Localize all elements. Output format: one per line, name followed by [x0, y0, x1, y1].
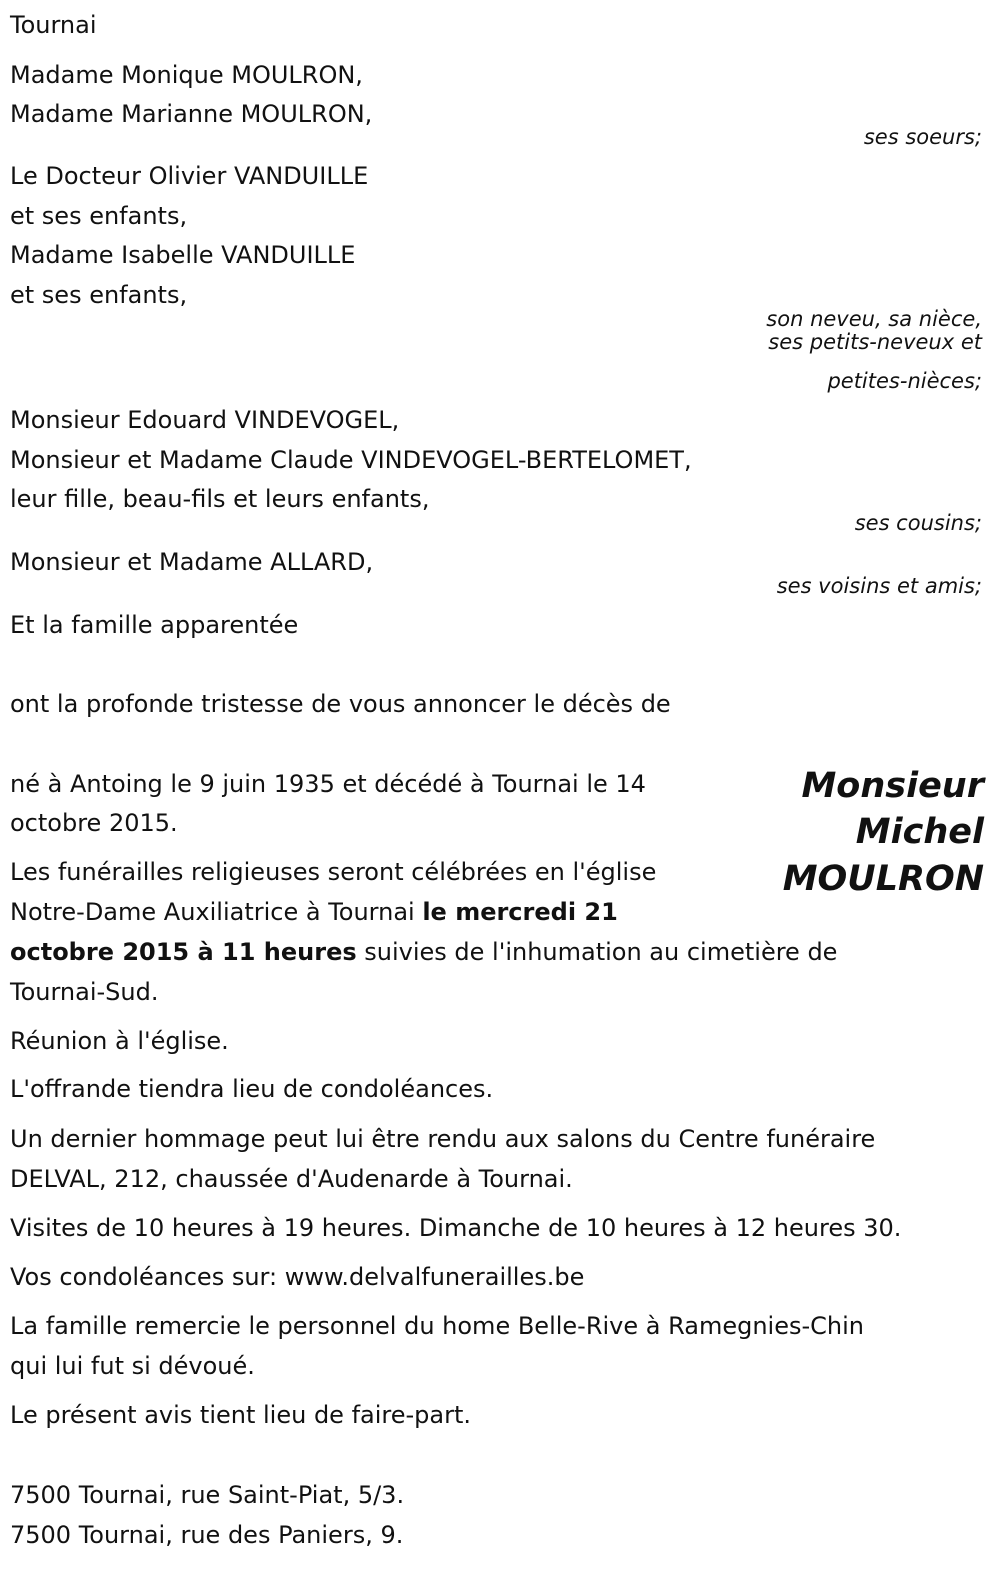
cousins-role: ses cousins; — [854, 511, 982, 535]
thanks-line-1: La famille remercie le personnel du home Belle-Rive à Ramegnies-Chin — [10, 1312, 864, 1340]
funeral-location: Notre-Dame Auxiliatrice à Tournai — [10, 898, 423, 926]
neighbours: Monsieur et Madame ALLARD, — [10, 548, 374, 576]
funeral-line-4: Tournai-Sud. — [10, 978, 159, 1006]
cousin-line-1: Monsieur Edouard VINDEVOGEL, — [10, 406, 400, 434]
nephews-role-2: ses petits-neveux et — [768, 330, 982, 354]
cousin-line-3: leur fille, beau-fils et leurs enfants, — [10, 485, 430, 513]
notice: Le présent avis tient lieu de faire-part. — [10, 1401, 472, 1429]
funeral-date: le mercredi 21 — [422, 898, 618, 926]
birth-line-2: octobre 2015. — [10, 809, 178, 837]
city: Tournai — [10, 11, 97, 39]
address-2: 7500 Tournai, rue des Paniers, 9. — [10, 1521, 404, 1549]
thanks-line-2: qui lui fut si dévoué. — [10, 1352, 255, 1380]
nephews-role-1: son neveu, sa nièce, — [766, 307, 982, 331]
funeral-line-1: Les funérailles religieuses seront célébrées en l'église — [10, 858, 657, 886]
meeting: Réunion à l'église. — [10, 1027, 229, 1055]
offering: L'offrande tiendra lieu de condoléances. — [10, 1075, 494, 1103]
nephew-line-2: et ses enfants, — [10, 202, 188, 230]
birth-line-1: né à Antoing le 9 juin 1935 et décédé à Tournai le 14 — [10, 770, 646, 798]
homage-line-1: Un dernier hommage peut lui être rendu aux salons du Centre funéraire — [10, 1125, 876, 1153]
sister-2: Madame Marianne MOULRON, — [10, 100, 373, 128]
neighbours-role: ses voisins et amis; — [776, 574, 982, 598]
funeral-line-3 — [10, 937, 837, 967]
condolences: Vos condoléances sur: www.delvalfunerailles.be — [10, 1263, 585, 1291]
announcement: ont la profonde tristesse de vous annoncer le décès de — [10, 690, 671, 718]
nephew-line-1: Le Docteur Olivier VANDUILLE — [10, 162, 369, 190]
deceased-title: Monsieur — [801, 766, 984, 806]
nephew-line-3: Madame Isabelle VANDUILLE — [10, 241, 356, 269]
funeral-burial: suivies de l'inhumation au cimetière de — [356, 938, 838, 966]
homage-line-2: DELVAL, 212, chaussée d'Audenarde à Tournai. — [10, 1165, 573, 1193]
nephews-role-3: petites-nièces; — [827, 369, 982, 393]
deceased-lastname: MOULRON — [782, 859, 984, 899]
family: Et la famille apparentée — [10, 611, 299, 639]
visits: Visites de 10 heures à 19 heures. Dimanche de 10 heures à 12 heures 30. — [10, 1214, 902, 1242]
sisters-role: ses soeurs; — [863, 125, 982, 149]
deceased-firstname: Michel — [855, 812, 984, 852]
sister-1: Madame Monique MOULRON, — [10, 61, 363, 89]
funeral-line-2 — [10, 897, 618, 927]
nephew-line-4: et ses enfants, — [10, 281, 188, 309]
cousin-line-2: Monsieur et Madame Claude VINDEVOGEL-BERTELOMET, — [10, 446, 692, 474]
address-1: 7500 Tournai, rue Saint-Piat, 5/3. — [10, 1481, 405, 1509]
funeral-time: octobre 2015 à 11 heures — [10, 938, 357, 966]
